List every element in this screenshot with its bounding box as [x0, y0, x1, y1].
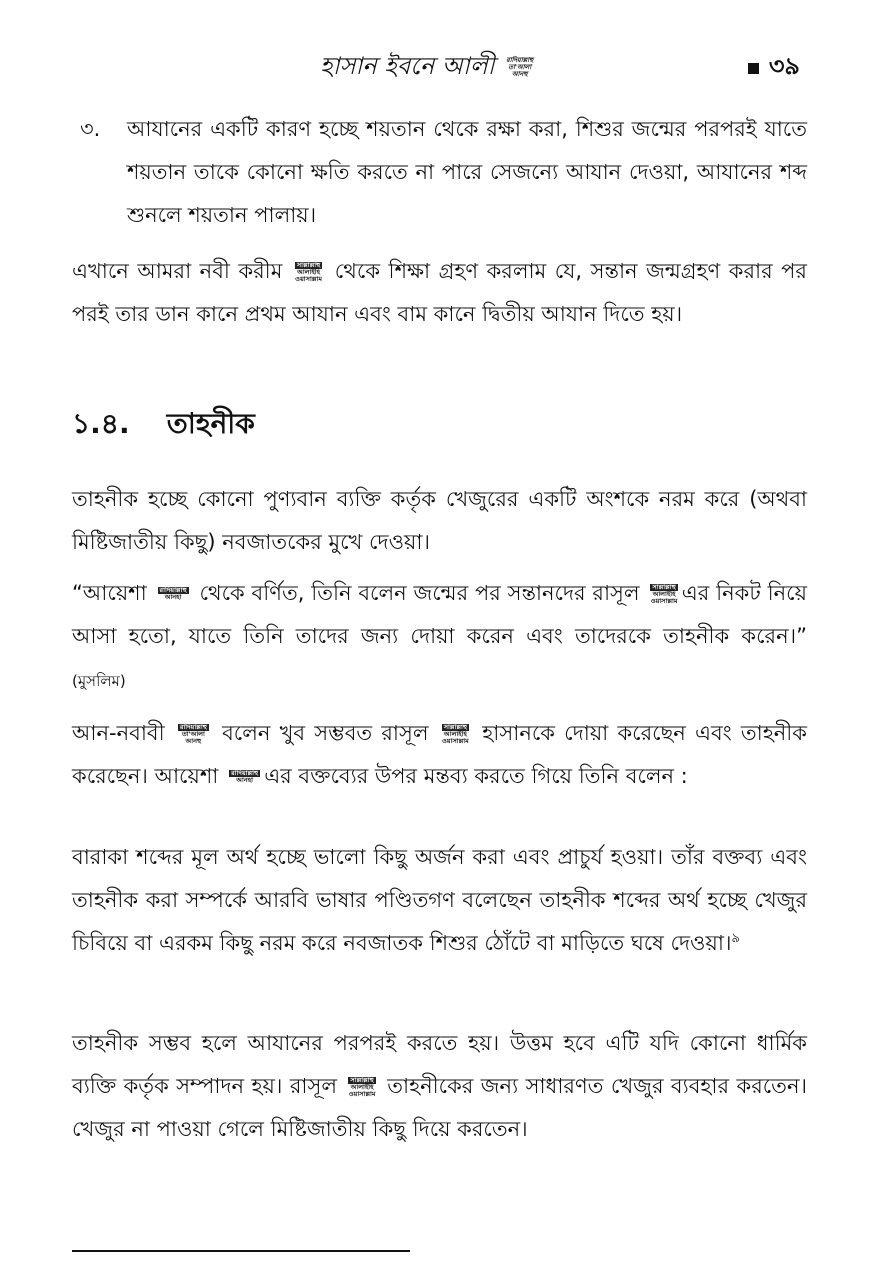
sallallahu-seal-icon: সাল্লাল্লাহু আলাইহি ওয়াসাল্লাম	[441, 722, 469, 745]
radiallahu-seal-icon: রাদিয়াল্লাহু তা'আলা আনহু	[506, 55, 534, 78]
hadith-quote: “আয়েশা রাদিয়াল্লাহু আনহা থেকে বর্ণিত, তিনি বলেন জন্মের পর সন্তানদের রাসূল সাল্লাল্লাহু আলাইহি ওয়াসাল্লাম এর নিকট নিয়ে আসা হতো, যাতে তিনি তাদের জন্য দোয়া করেন এবং তাদেরকে তাহনীক করেন।” (মুসলিম)	[72, 581, 807, 690]
radiallahu-anha-seal-icon: রাদিয়াল্লাহু আনহা	[231, 769, 259, 784]
paragraph-baraka: বারাকা শব্দের মূল অর্থ হচ্ছে ভালো কিছু অর্জন করা এবং প্রাচুর্য হওয়া। তাঁর বক্তব্য এবং তাহনীক করা সম্পর্কে আরবি ভাষার পণ্ডিতগণ বলেছেন তাহনীক শব্দের অর্থ হচ্ছে খেজুর চিবিয়ে বা এরকম কিছু নরম করে নবজাতক শিশুর ঠোঁটে বা মাড়িতে ঘষে দেওয়া।$^৯$	[72, 845, 807, 955]
hadith-source: (মুসলিম)	[72, 672, 126, 690]
section-title: তাহনীক	[166, 407, 255, 440]
footnote-divider	[72, 1250, 410, 1252]
running-title-text: হাসান ইবনে আলী	[320, 52, 495, 80]
page-number	[748, 48, 800, 88]
paragraph-tahnik-practice: তাহনীক সম্ভব হলে আযানের পরপরই করতে হয়। উত্তম হবে এটি যদি কোনো ধার্মিক ব্যক্তি কর্তৃক সম্পাদন হয়। রাসূল সাল্লাল্লাহু আলাইহি ওয়াসাল্লাম তাহনীকের জন্য সাধারণত খেজুর ব্যবহার করতেন। খেজুর না পাওয়া গেলে মিষ্টিজাতীয় কিছু দিয়ে করতেন।	[72, 1031, 807, 1141]
radiallahu-seal-icon: রাদিয়াল্লাহু তা'আলা আনহু	[179, 722, 207, 745]
list-item-number: ৩.	[80, 117, 101, 141]
page-number-text: ৩৯	[768, 52, 800, 80]
sallallahu-seal-icon: সাল্লাল্লাহু আলাইহি ওয়াসাল্লাম	[348, 1075, 376, 1098]
paragraph-definition: তাহনীক হচ্ছে কোনো পুণ্যবান ব্যক্তি কর্তৃক খেজুরের একটি অংশকে নরম করে (অথবা মিষ্টিজাতীয় কিছু) নবজাতকের মুখে দেওয়া।	[72, 487, 807, 554]
section-number: ১.৪.	[72, 407, 130, 440]
section-heading	[72, 402, 255, 449]
list-item-text: আযানের একটি কারণ হচ্ছে শয়তান থেকে রক্ষা করা, শিশুর জন্মের পরপরই যাতে শয়তান তাকে কোনো ক্ষতি করতে না পারে সেজন্যে আযান দেওয়া, আযানের শব্দ শুনলে শয়তান পালায়।	[127, 117, 807, 227]
footnote-reference[interactable]: ৯	[731, 931, 740, 946]
square-bullet-icon	[748, 63, 759, 74]
running-title	[320, 48, 537, 88]
numbered-list-item	[72, 108, 807, 237]
radiallahu-anha-seal-icon: রাদিয়াল্লাহু আনহা	[159, 586, 187, 601]
sallallahu-seal-icon: সাল্লাল্লাহু আলাইহি ওয়াসাল্লাম	[295, 260, 322, 283]
sallallahu-seal-icon: সাল্লাল্লাহু আলাইহি ওয়াসাল্লাম	[650, 582, 678, 605]
paragraph-azan: এখানে আমরা নবী করীম সাল্লাল্লাহু আলাইহি ওয়াসাল্লাম থেকে শিক্ষা গ্রহণ করলাম যে, সন্তান জন্মগ্রহণ করার পর পরই তার ডান কানে প্রথম আযান এবং বাম কানে দ্বিতীয় আযান দিতে হয়।	[72, 259, 807, 326]
paragraph-nawawi: আন-নবাবী রাদিয়াল্লাহু তা'আলা আনহু বলেন খুব সম্ভবত রাসূল সাল্লাল্লাহু আলাইহি ওয়াসাল্লাম হাসানকে দোয়া করেছেন এবং তাহনীক করেছেন। আয়েশা রাদিয়াল্লাহু আনহা এর বক্তব্যের উপর মন্তব্য করতে গিয়ে তিনি বলেন :	[72, 721, 807, 788]
